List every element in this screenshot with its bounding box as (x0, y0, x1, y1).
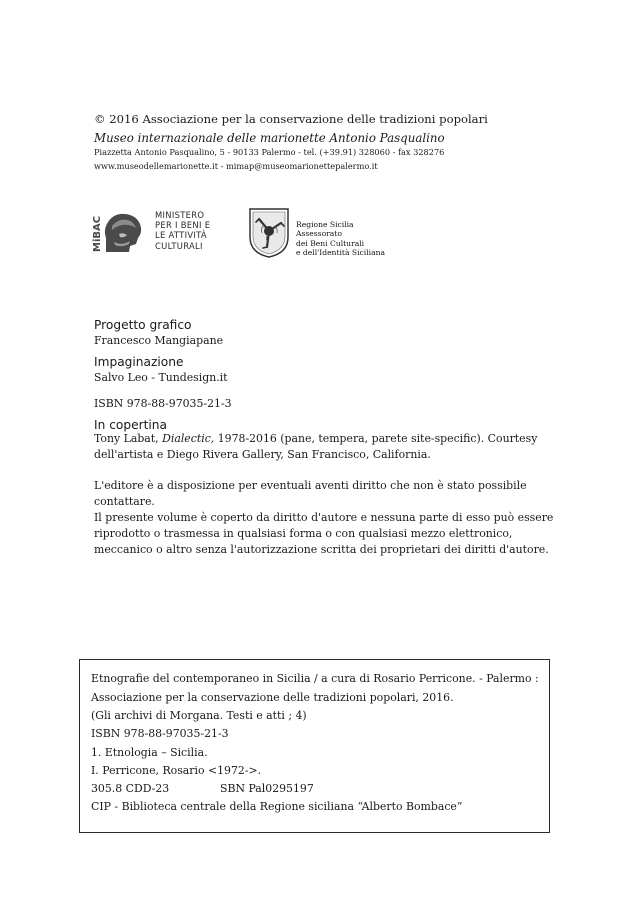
svg-text:MiBAC: MiBAC (92, 215, 103, 252)
region-caption-line: e dell'Identità Siciliana (296, 248, 386, 258)
graphic-design-value: Francesco Mangiapane (94, 334, 224, 347)
mibac-caption-line: CULTURALI (155, 240, 203, 251)
cover-description-line (94, 432, 537, 445)
rights-line: contattare. (94, 495, 155, 508)
cip-record-box (79, 659, 550, 833)
region-caption-line: dei Beni Culturali (296, 238, 365, 248)
mibac-caption-line: LE ATTIVITÀ (155, 230, 207, 241)
cip-line: ISBN 978-88-97035-21-3 (91, 727, 229, 740)
mibac-caption-line: MINISTERO (155, 210, 205, 220)
cip-line: CIP - Biblioteca centrale della Regione siciliana “Alberto Bombace” (91, 800, 463, 813)
isbn-line: ISBN 978-88-97035-21-3 (94, 397, 232, 410)
cip-line: SBN Pal0295197 (220, 782, 314, 795)
cip-line: (Gli archivi di Morgana. Testi e atti ; 4) (91, 709, 307, 722)
region-caption (296, 220, 385, 258)
mibac-wordmark (92, 216, 103, 252)
mibac-caption-line: PER I BENI E (155, 220, 211, 231)
layout-label: Impaginazione (94, 355, 184, 369)
mibac-logo-icon (92, 208, 146, 254)
museum-address: Piazzetta Antonio Pasqualino, 5 - 90133 Palermo - tel. (+39.91) 328060 - fax 328276 (94, 147, 445, 157)
cover-artwork-title: Dialectic, (162, 432, 215, 445)
cover-artwork-details: 1978-2016 (pane, tempera, parete site-specific). Courtesy (217, 432, 538, 445)
rights-line: riprodotto o trasmessa in qualsiasi forma o con qualsiasi mezzo elettronico, (94, 527, 513, 540)
trinacria-crest-icon (247, 207, 291, 259)
cip-line: I. Perricone, Rosario <1972->. (91, 764, 262, 777)
cip-line: 1. Etnologia – Sicilia. (91, 746, 208, 759)
rights-line: Il presente volume è coperto da diritto d'autore e nessuna parte di esso può essere (94, 511, 554, 524)
cover-artist: Tony Labat, (94, 432, 159, 445)
cip-line: Etnografie del contemporaneo in Sicilia / a cura di Rosario Perricone. - Palermo : (91, 672, 539, 685)
cip-line: Associazione per la conservazione delle tradizioni popolari, 2016. (91, 691, 454, 704)
graphic-design-label: Progetto grafico (94, 318, 192, 332)
cip-line: 305.8 CDD-23 (91, 782, 170, 795)
cover-label: In copertina (94, 418, 167, 432)
layout-value: Salvo Leo - Tundesign.it (94, 371, 228, 384)
copyright-line: © 2016 Associazione per la conservazione delle tradizioni popolari (94, 112, 488, 126)
museum-name: Museo internazionale delle marionette Antonio Pasqualino (94, 131, 445, 145)
rights-line: meccanico o altro senza l'autorizzazione scritta dei proprietari dei diritti d'autore. (94, 543, 549, 556)
museum-web-contacts: www.museodellemarionette.it - mimap@museomarionettepalermo.it (94, 161, 378, 171)
mibac-caption (155, 210, 210, 251)
region-caption-line: Assessorato (296, 229, 342, 239)
copyright-notice (94, 510, 553, 558)
rights-line: L'editore è a disposizione per eventuali aventi diritto che non è stato possibile (94, 479, 527, 492)
cover-description-line: dell'artista e Diego Rivera Gallery, San Francisco, California. (94, 448, 431, 461)
region-caption-line: Regione Sicilia (296, 220, 354, 229)
rights-notice (94, 478, 527, 510)
